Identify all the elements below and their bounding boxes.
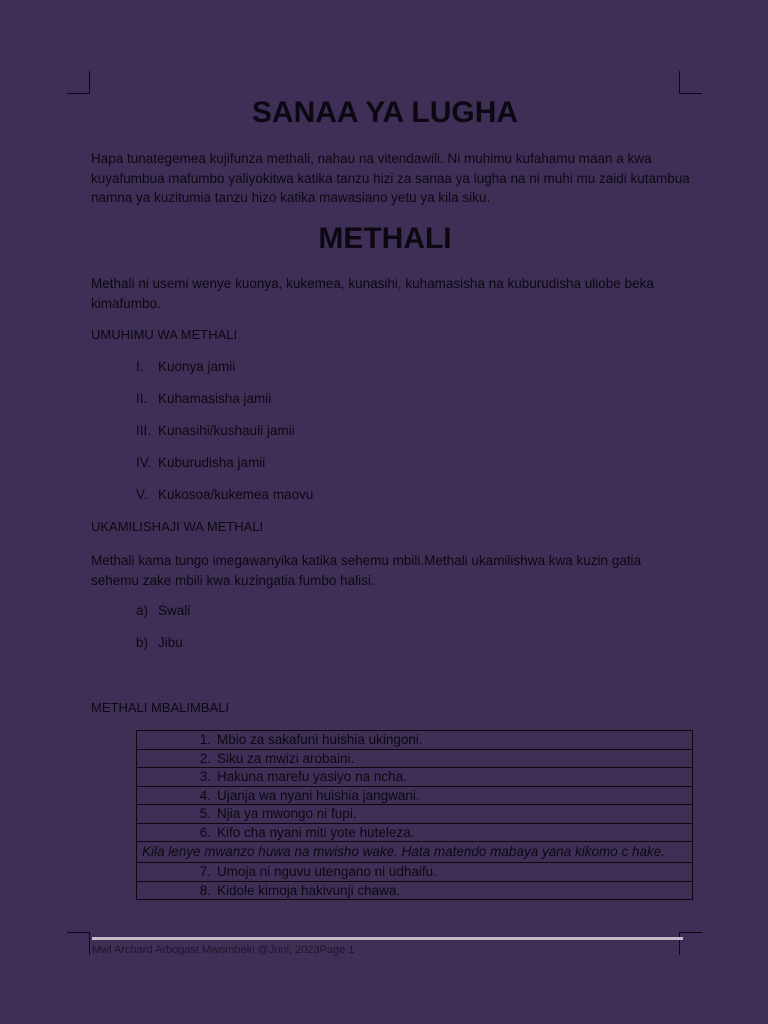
table-row: 7. Umoja ni nguvu utengano ni udhaifu.: [137, 863, 693, 882]
ukamilishaji-paragraph: Methali kama tungo imegawanyika katika sehemu mbili.Methali ukamilishwa kwa kuzin gatia sehemu zake mbili kwa kuzingatia fumbo halisi.: [91, 553, 641, 588]
crop-mark-top-left: [67, 71, 90, 94]
crop-mark-bottom-right: [679, 932, 702, 955]
list-item: b) Jibu: [136, 635, 183, 650]
list-item: V. Kukosoa/kukemea maovu: [136, 487, 314, 502]
table-row: 2. Siku za mwizi arobaini.: [137, 749, 693, 768]
table-row-note: Kila lenye mwanzo huwa na mwisho wake. Hata matendo mabaya yana kikomo c hake.: [137, 842, 693, 863]
list-item: I. Kuonya jamii: [136, 359, 236, 374]
table-row: 1. Mbio za sakafuni huishia ukingoni.: [137, 731, 693, 750]
table-row: 6. Kifo cha nyani miti yote huteleza.: [137, 823, 693, 842]
intro-paragraph: Hapa tunategemea kujifunza methali, nahau na vitendawili. Ni muhimu kufahamu maan a kwa kuyafumbua mafumbo yaliyokitwa katika tanzu hizi za sanaa ya lugha na ni muhi mu zaidi kutambua namna ya kuzitumia tanzu hizo katika mawasiano yetu ya kila siku.: [91, 151, 690, 205]
crop-mark-bottom-left: [67, 932, 90, 955]
crop-mark-top-right: [679, 71, 702, 94]
page-footer: Mwl Archard Arbogast Mwombeki @Juni, 2023Page 1: [92, 944, 355, 956]
table-row: 3. Hakuna marefu yasiyo na ncha.: [137, 768, 693, 787]
list-item: II. Kuhamasisha jamii: [136, 391, 272, 406]
mbalimbali-heading: METHALI MBALIMBALI: [91, 700, 229, 715]
proverbs-table: [136, 730, 693, 900]
definition-paragraph: Methali ni usemi wenye kuonya, kukemea, kunasihi, kuhamasisha na kuburudisha uliobe beka kimafumbo.: [91, 276, 654, 311]
list-item: III. Kunasihi/kushauli jamii: [136, 423, 295, 438]
table-row: 5. Njia ya mwongo ni fupi.: [137, 805, 693, 824]
umuhimu-heading: UMUHIMU WA METHALI: [91, 327, 238, 342]
section-title: METHALI: [318, 222, 452, 255]
footer-divider: [92, 937, 683, 940]
table-row: 8. Kidole kimoja hakivunji chawa.: [137, 881, 693, 900]
list-item: IV. Kuburudisha jamii: [136, 455, 266, 470]
table-row: 4. Ujanja wa nyani huishia jangwani.: [137, 786, 693, 805]
document-title: SANAA YA LUGHA: [251, 96, 519, 129]
ukamilishaji-heading: UKAMILISHAJI WA METHALI: [91, 519, 264, 534]
list-item: a) Swali: [136, 603, 191, 618]
